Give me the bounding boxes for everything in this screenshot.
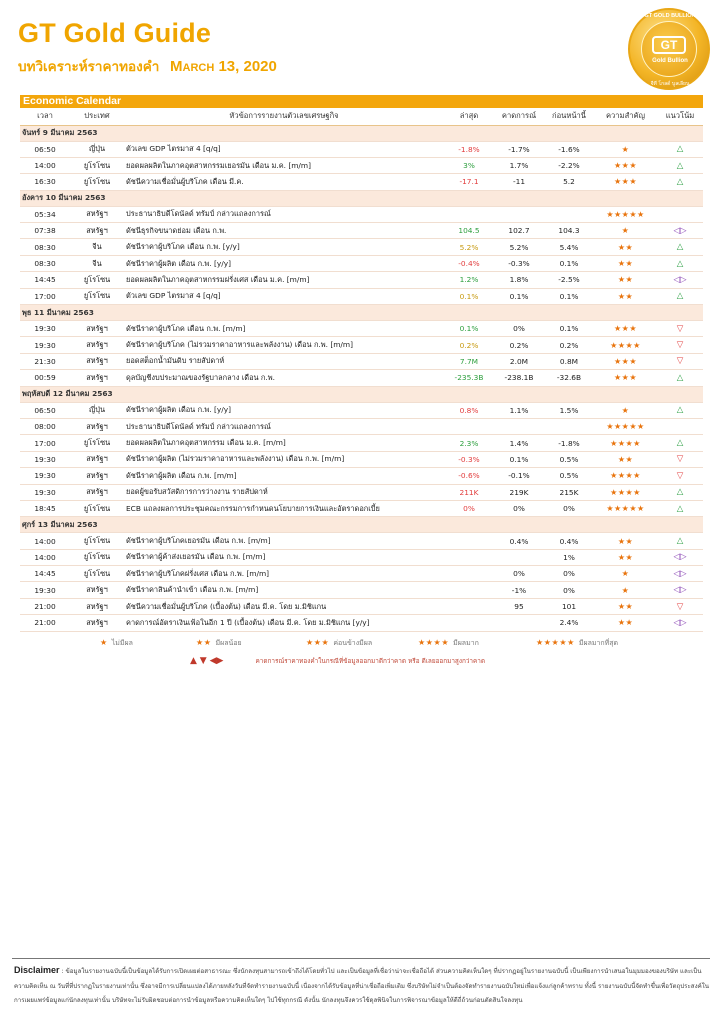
row-actual: -235.3B <box>444 370 494 386</box>
legend-star-icon: ★★★★★ <box>536 638 575 647</box>
subtitle-thai: บทวิเคราะห์ราคาทองคำ <box>18 59 160 75</box>
row-importance-stars-icon: ★★ <box>594 598 657 614</box>
row-forecast: 0.1% <box>494 288 544 304</box>
row-time: 17:00 <box>20 288 70 304</box>
trend-arrows-icon: ▲ ▼ ◀▶ <box>190 656 224 666</box>
row-country: จีน <box>70 239 124 255</box>
row-time: 21:00 <box>20 615 70 631</box>
row-actual: 104.5 <box>444 223 494 239</box>
row-forecast: 2.0M <box>494 353 544 369</box>
row-trend-icon: △ <box>657 500 703 516</box>
row-previous: 0.1% <box>544 255 594 271</box>
row-actual <box>444 549 494 565</box>
row-actual: -0.3% <box>444 451 494 467</box>
row-trend-icon: ▽ <box>657 321 703 337</box>
row-event: ประธานาธิบดีโดนัลด์ ทรัมป์ กล่าวแถลงการณ์ <box>124 206 444 222</box>
row-time: 16:30 <box>20 174 70 190</box>
row-previous <box>544 418 594 434</box>
row-trend-icon <box>657 418 703 434</box>
row-event: ประธานาธิบดีโดนัลด์ ทรัมป์ กล่าวแถลงการณ์ <box>124 418 444 434</box>
table-row <box>20 615 703 631</box>
row-time: 14:45 <box>20 272 70 288</box>
row-actual <box>444 615 494 631</box>
row-forecast <box>494 549 544 565</box>
logo-ring-bottom-text: จีที โกลด์ บูลเลียน <box>650 81 690 87</box>
row-country: ยูโรโซน <box>70 272 124 288</box>
row-trend-icon: △ <box>657 157 703 173</box>
row-trend-icon: △ <box>657 239 703 255</box>
row-time: 08:30 <box>20 255 70 271</box>
row-trend-icon: △ <box>657 484 703 500</box>
row-forecast: -11 <box>494 174 544 190</box>
row-forecast: 219K <box>494 484 544 500</box>
row-previous: 215K <box>544 484 594 500</box>
day-label: จันทร์ 9 มีนาคม 2563 <box>20 125 703 141</box>
row-trend-icon: ◁▷ <box>657 615 703 631</box>
col-header-previous: ก่อนหน้านี้ <box>544 108 594 125</box>
row-country: สหรัฐฯ <box>70 321 124 337</box>
row-previous: 0.5% <box>544 451 594 467</box>
row-trend-icon: ◁▷ <box>657 582 703 598</box>
row-actual <box>444 533 494 549</box>
row-previous: 0.1% <box>544 321 594 337</box>
row-previous: 0.4% <box>544 533 594 549</box>
legend-item <box>306 638 372 649</box>
table-row <box>20 141 703 157</box>
row-event: ดัชนีความเชื่อมั่นผู้บริโภค เดือน มี.ค. <box>124 174 444 190</box>
legend-label: มีผลน้อย <box>215 639 242 647</box>
row-forecast: 1.4% <box>494 435 544 451</box>
row-time: 08:30 <box>20 239 70 255</box>
col-header-actual: ล่าสุด <box>444 108 494 125</box>
row-previous: -1.6% <box>544 141 594 157</box>
row-time: 06:50 <box>20 141 70 157</box>
row-country: ยูโรโซน <box>70 435 124 451</box>
row-event: ดัชนีธุรกิจขนาดย่อม เดือน ก.พ. <box>124 223 444 239</box>
row-trend-icon: △ <box>657 174 703 190</box>
row-event: ยอดสต็อกน้ำมันดิบ รายสัปดาห์ <box>124 353 444 369</box>
col-header-trend: แนวโน้ม <box>657 108 703 125</box>
row-event: ดัชนีราคาผู้บริโภคฝรั่งเศส เดือน ก.พ. [m/m] <box>124 566 444 582</box>
row-country: ยูโรโซน <box>70 174 124 190</box>
row-time: 14:00 <box>20 549 70 565</box>
row-previous: 1% <box>544 549 594 565</box>
economic-calendar-table <box>20 108 703 632</box>
row-forecast: -0.3% <box>494 255 544 271</box>
row-country: จีน <box>70 255 124 271</box>
row-importance-stars-icon: ★★★ <box>594 321 657 337</box>
row-previous: 0% <box>544 566 594 582</box>
row-previous: 104.3 <box>544 223 594 239</box>
row-forecast: 0.1% <box>494 451 544 467</box>
row-time: 19:30 <box>20 451 70 467</box>
row-time: 06:50 <box>20 402 70 418</box>
row-country: สหรัฐฯ <box>70 468 124 484</box>
report-header <box>18 18 618 84</box>
logo-ring-top-text: GT GOLD BULLION <box>644 13 696 19</box>
row-event: ดุลบัญชีงบประมาณของรัฐบาลกลาง เดือน ก.พ. <box>124 370 444 386</box>
row-country: สหรัฐฯ <box>70 484 124 500</box>
trend-legend-text: คาดการณ์ราคาทองคำในกรณีที่ข้อมูลออกมาดีกว่าคาด หรือ ดีเลยออกมาสูงกว่าคาด <box>255 657 486 665</box>
row-importance-stars-icon: ★★ <box>594 615 657 631</box>
row-forecast: 0.2% <box>494 337 544 353</box>
day-group-row <box>20 190 703 206</box>
legend-star-icon: ★★★★ <box>418 638 450 647</box>
row-actual: -1.8% <box>444 141 494 157</box>
disclaimer-divider <box>12 958 710 959</box>
day-group-row <box>20 125 703 141</box>
row-time: 19:30 <box>20 321 70 337</box>
row-trend-icon: ◁▷ <box>657 549 703 565</box>
row-importance-stars-icon: ★ <box>594 402 657 418</box>
day-label: ศุกร์ 13 มีนาคม 2563 <box>20 517 703 533</box>
row-trend-icon: ◁▷ <box>657 272 703 288</box>
row-previous: 5.4% <box>544 239 594 255</box>
row-event: ดัชนีราคาผู้ผลิต เดือน ก.พ. [m/m] <box>124 468 444 484</box>
table-row <box>20 353 703 369</box>
row-previous: -2.2% <box>544 157 594 173</box>
row-importance-stars-icon: ★ <box>594 566 657 582</box>
row-forecast: 0% <box>494 321 544 337</box>
table-row <box>20 239 703 255</box>
row-forecast: -1% <box>494 582 544 598</box>
row-forecast <box>494 418 544 434</box>
row-trend-icon: △ <box>657 435 703 451</box>
row-trend-icon <box>657 206 703 222</box>
row-actual: 0.8% <box>444 402 494 418</box>
row-actual: 211K <box>444 484 494 500</box>
row-previous: 1.5% <box>544 402 594 418</box>
row-country: สหรัฐฯ <box>70 223 124 239</box>
row-forecast: 0.4% <box>494 533 544 549</box>
row-actual <box>444 418 494 434</box>
row-trend-icon: ▽ <box>657 598 703 614</box>
row-actual: -17.1 <box>444 174 494 190</box>
row-trend-icon: △ <box>657 255 703 271</box>
brand-title: GT Gold Guide <box>18 18 212 48</box>
legend-star-icon: ★ <box>100 638 108 647</box>
row-actual: 7.7M <box>444 353 494 369</box>
row-trend-icon: △ <box>657 141 703 157</box>
row-importance-stars-icon: ★ <box>594 582 657 598</box>
row-time: 19:30 <box>20 337 70 353</box>
row-event: ยอดผู้ขอรับสวัสดิการการว่างงาน รายสัปดาห์ <box>124 484 444 500</box>
legend-item <box>418 638 479 649</box>
row-actual: -0.4% <box>444 255 494 271</box>
legend-star-icon: ★★★ <box>306 638 330 647</box>
row-previous: 5.2 <box>544 174 594 190</box>
row-trend-icon: △ <box>657 370 703 386</box>
day-label: พฤหัสบดี 12 มีนาคม 2563 <box>20 386 703 402</box>
logo-gt-mark: GT <box>652 36 686 54</box>
row-importance-stars-icon: ★★★★★ <box>594 206 657 222</box>
legend-label: ไม่มีผล <box>111 639 133 647</box>
row-country: สหรัฐฯ <box>70 418 124 434</box>
table-row <box>20 272 703 288</box>
row-trend-icon: ◁▷ <box>657 223 703 239</box>
row-event: ดัชนีราคาผู้ผลิต เดือน ก.พ. [y/y] <box>124 255 444 271</box>
table-row <box>20 598 703 614</box>
row-actual: 0.2% <box>444 337 494 353</box>
row-actual <box>444 598 494 614</box>
col-header-event: หัวข้อการรายงานตัวเลขเศรษฐกิจ <box>124 108 444 125</box>
row-country: ยูโรโซน <box>70 288 124 304</box>
row-time: 21:30 <box>20 353 70 369</box>
row-forecast <box>494 615 544 631</box>
row-actual: 0.1% <box>444 288 494 304</box>
legend-label: มีผลมาก <box>453 639 479 647</box>
row-time: 19:30 <box>20 484 70 500</box>
gt-gold-bullion-logo-icon <box>628 8 710 90</box>
row-event: ดัชนีราคาผู้บริโภค เดือน ก.พ. [m/m] <box>124 321 444 337</box>
report-subtitle <box>18 55 618 77</box>
row-event: ดัชนีราคาผู้ผลิต เดือน ก.พ. [y/y] <box>124 402 444 418</box>
row-country: ยูโรโซน <box>70 157 124 173</box>
row-actual <box>444 582 494 598</box>
row-time: 19:30 <box>20 468 70 484</box>
row-actual: 3% <box>444 157 494 173</box>
row-importance-stars-icon: ★★★★★ <box>594 418 657 434</box>
row-importance-stars-icon: ★★★★ <box>594 484 657 500</box>
row-importance-stars-icon: ★★ <box>594 239 657 255</box>
row-previous: 0% <box>544 582 594 598</box>
row-time: 00:59 <box>20 370 70 386</box>
row-previous: -32.6B <box>544 370 594 386</box>
table-row <box>20 370 703 386</box>
row-time: 21:00 <box>20 598 70 614</box>
row-event: ตัวเลข GDP ไตรมาส 4 [q/q] <box>124 288 444 304</box>
col-header-country: ประเทศ <box>70 108 124 125</box>
disclaimer-label: Disclaimer <box>14 965 60 975</box>
section-title-bar: Economic Calendar <box>20 95 703 108</box>
row-forecast: 5.2% <box>494 239 544 255</box>
table-row <box>20 468 703 484</box>
row-country: สหรัฐฯ <box>70 582 124 598</box>
table-row <box>20 288 703 304</box>
table-row <box>20 435 703 451</box>
row-event: ดัชนีราคาสินค้านำเข้า เดือน ก.พ. [m/m] <box>124 582 444 598</box>
disclaimer <box>14 963 710 1009</box>
day-group-row <box>20 386 703 402</box>
row-event: ตัวเลข GDP ไตรมาส 4 [q/q] <box>124 141 444 157</box>
row-country: ญี่ปุ่น <box>70 402 124 418</box>
row-time: 19:30 <box>20 582 70 598</box>
row-importance-stars-icon: ★★ <box>594 549 657 565</box>
row-actual: 2.3% <box>444 435 494 451</box>
table-row <box>20 582 703 598</box>
row-country: ญี่ปุ่น <box>70 141 124 157</box>
table-row <box>20 418 703 434</box>
row-forecast: 0% <box>494 566 544 582</box>
row-forecast: 0% <box>494 500 544 516</box>
row-time: 18:45 <box>20 500 70 516</box>
legend-item <box>536 638 618 649</box>
row-forecast: -0.1% <box>494 468 544 484</box>
report-date: March 13, 2020 <box>170 58 277 75</box>
row-event: ดัชนีราคาผู้ผลิต (ไม่รวมราคาอาหารและพลังงาน) เดือน ก.พ. [m/m] <box>124 451 444 467</box>
row-importance-stars-icon: ★ <box>594 141 657 157</box>
table-row <box>20 174 703 190</box>
row-forecast: -238.1B <box>494 370 544 386</box>
disclaimer-text: : ข้อมูลในรายงานฉบับนี้เป็นข้อมูลได้รับการเปิดเผยต่อสาธารณะ ซึ่งนักลงทุนสามารถเข้าถึงได้โดยทั่วไป และเป็นข้อมูลที่เชื่อว่าน่าจะเชื่อถือได้ ส่วนความคิดเห็นใดๆ ที่ปรากฏอยู่ในรายงานฉบับนี้ เป็นเพียงการนำเสนอในมุมมองของบริษัท และเป็นความคิดเห็น ณ วันที่ที่ปรากฏในรายงานเท่านั้น ซึ่งอาจมีการเปลี่ยนแปลงได้ภายหลังวันที่จัดทำรายงานฉบับนี้ เนื่องจากได้รับข้อมูลที่น่าเชื่อถือเพิ่มเติม ซึ่งบริษัทไม่จำเป็นต้องจัดทำรายงานฉบับใหม่เพื่อแจ้งแก่ลูกค้าทราบ ทั้งนี้ รายงานฉบับนี้จัดทำขึ้นเพื่อวัตถุประสงค์ในการเผยแพร่ข้อมูลแก่นักลงทุนเท่านั้น บริษัทจะไม่รับผิดชอบต่อการนำข้อมูลหรือความคิดเห็นใดๆ ไปใช้ทุกกรณี ดังนั้น นักลงทุนจึงควรใช้ดุลพินิจในการพิจารณาข้อมูลให้ดีถี่ถ้วนก่อนตัดสินใจลงทุน <box>14 968 709 1004</box>
row-trend-icon: △ <box>657 533 703 549</box>
row-previous: 0% <box>544 500 594 516</box>
row-actual <box>444 566 494 582</box>
row-event: ดัชนีความเชื่อมั่นผู้บริโภค (เบื้องต้น) เดือน มี.ค. โดย ม.มิชิแกน <box>124 598 444 614</box>
table-row <box>20 206 703 222</box>
table-row <box>20 321 703 337</box>
row-importance-stars-icon: ★★★ <box>594 370 657 386</box>
col-header-time: เวลา <box>20 108 70 125</box>
legend-label: มีผลมากที่สุด <box>578 639 619 647</box>
row-country: สหรัฐฯ <box>70 615 124 631</box>
row-forecast: 1.1% <box>494 402 544 418</box>
row-previous: 101 <box>544 598 594 614</box>
col-header-importance: ความสำคัญ <box>594 108 657 125</box>
row-importance-stars-icon: ★★★★ <box>594 435 657 451</box>
row-importance-stars-icon: ★★★ <box>594 174 657 190</box>
row-previous: -1.8% <box>544 435 594 451</box>
row-country: สหรัฐฯ <box>70 337 124 353</box>
row-forecast: 1.7% <box>494 157 544 173</box>
row-event: ดัชนีราคาผู้บริโภค (ไม่รวมราคาอาหารและพลังงาน) เดือน ก.พ. [m/m] <box>124 337 444 353</box>
row-event: ดัชนีราคาผู้บริโภคเยอรมัน เดือน ก.พ. [m/m] <box>124 533 444 549</box>
row-importance-stars-icon: ★★★★ <box>594 337 657 353</box>
logo-subtext: Gold Bullion <box>652 58 688 64</box>
row-previous: 0.2% <box>544 337 594 353</box>
row-event: ยอดผลผลิตในภาคอุตสาหกรรม เดือน ม.ค. [m/m] <box>124 435 444 451</box>
row-importance-stars-icon: ★★★★ <box>594 468 657 484</box>
row-event: ยอดผลผลิตในภาคอุตสาหกรรมฝรั่งเศส เดือน ม.ค. [m/m] <box>124 272 444 288</box>
row-importance-stars-icon: ★★ <box>594 288 657 304</box>
row-forecast: 102.7 <box>494 223 544 239</box>
table-row <box>20 157 703 173</box>
row-country: ยูโรโซน <box>70 566 124 582</box>
table-row <box>20 255 703 271</box>
row-importance-stars-icon: ★★★ <box>594 353 657 369</box>
row-previous: 0.8M <box>544 353 594 369</box>
row-event: ยอดผลผลิตในภาคอุตสาหกรรมเยอรมัน เดือน ม.ค. [m/m] <box>124 157 444 173</box>
legend-item <box>100 638 133 649</box>
row-event: ดัชนีราคาผู้บริโภค เดือน ก.พ. [y/y] <box>124 239 444 255</box>
row-importance-stars-icon: ★★ <box>594 255 657 271</box>
trend-legend <box>190 656 670 668</box>
row-actual <box>444 206 494 222</box>
row-time: 14:45 <box>20 566 70 582</box>
legend-label: ค่อนข้างมีผล <box>333 639 373 647</box>
table-row <box>20 402 703 418</box>
row-event: ECB แถลงผลการประชุมคณะกรรมการกำหนดนโยบายการเงินและอัตราดอกเบี้ย <box>124 500 444 516</box>
table-row <box>20 451 703 467</box>
row-forecast: 1.8% <box>494 272 544 288</box>
row-previous: 0.5% <box>544 468 594 484</box>
row-trend-icon: ▽ <box>657 468 703 484</box>
row-country: สหรัฐฯ <box>70 206 124 222</box>
row-time: 14:00 <box>20 533 70 549</box>
row-importance-stars-icon: ★ <box>594 223 657 239</box>
row-importance-stars-icon: ★★★★★ <box>594 500 657 516</box>
row-event: คาดการณ์อัตราเงินเฟ้อในอีก 1 ปี (เบื้องต้น) เดือน มี.ค. โดย ม.มิชิแกน [y/y] <box>124 615 444 631</box>
row-time: 07:38 <box>20 223 70 239</box>
importance-legend <box>100 638 660 650</box>
row-time: 05:34 <box>20 206 70 222</box>
row-actual: 1.2% <box>444 272 494 288</box>
row-trend-icon: ◁▷ <box>657 566 703 582</box>
row-country: สหรัฐฯ <box>70 451 124 467</box>
row-country: สหรัฐฯ <box>70 353 124 369</box>
day-label: พุธ 11 มีนาคม 2563 <box>20 305 703 321</box>
row-actual: 5.2% <box>444 239 494 255</box>
row-importance-stars-icon: ★★★ <box>594 157 657 173</box>
day-label: อังคาร 10 มีนาคม 2563 <box>20 190 703 206</box>
row-previous: 0.1% <box>544 288 594 304</box>
table-header-row <box>20 108 703 125</box>
table-row <box>20 566 703 582</box>
row-event: ดัชนีราคาผู้ค้าส่งเยอรมัน เดือน ก.พ. [m/m] <box>124 549 444 565</box>
day-group-row <box>20 517 703 533</box>
row-country: สหรัฐฯ <box>70 598 124 614</box>
row-time: 08:00 <box>20 418 70 434</box>
row-trend-icon: △ <box>657 288 703 304</box>
row-previous: -2.5% <box>544 272 594 288</box>
col-header-forecast: คาดการณ์ <box>494 108 544 125</box>
table-row <box>20 500 703 516</box>
row-country: สหรัฐฯ <box>70 370 124 386</box>
table-row <box>20 533 703 549</box>
row-trend-icon: △ <box>657 402 703 418</box>
table-row <box>20 484 703 500</box>
row-actual: 0% <box>444 500 494 516</box>
table-row <box>20 337 703 353</box>
row-country: ยูโรโซน <box>70 549 124 565</box>
row-country: ยูโรโซน <box>70 533 124 549</box>
calendar-body <box>20 125 703 631</box>
row-country: ยูโรโซน <box>70 500 124 516</box>
table-row <box>20 223 703 239</box>
row-previous <box>544 206 594 222</box>
row-time: 14:00 <box>20 157 70 173</box>
row-time: 17:00 <box>20 435 70 451</box>
row-trend-icon: ▽ <box>657 451 703 467</box>
day-group-row <box>20 305 703 321</box>
row-importance-stars-icon: ★★ <box>594 272 657 288</box>
table-row <box>20 549 703 565</box>
legend-star-icon: ★★ <box>196 638 212 647</box>
row-actual: 0.1% <box>444 321 494 337</box>
logo-inner-disc <box>641 21 697 77</box>
row-forecast: -1.7% <box>494 141 544 157</box>
row-previous: 2.4% <box>544 615 594 631</box>
row-importance-stars-icon: ★★ <box>594 451 657 467</box>
row-forecast <box>494 206 544 222</box>
row-importance-stars-icon: ★★ <box>594 533 657 549</box>
row-actual: -0.6% <box>444 468 494 484</box>
legend-item <box>196 638 242 649</box>
row-forecast: 95 <box>494 598 544 614</box>
row-trend-icon: ▽ <box>657 353 703 369</box>
row-trend-icon: ▽ <box>657 337 703 353</box>
